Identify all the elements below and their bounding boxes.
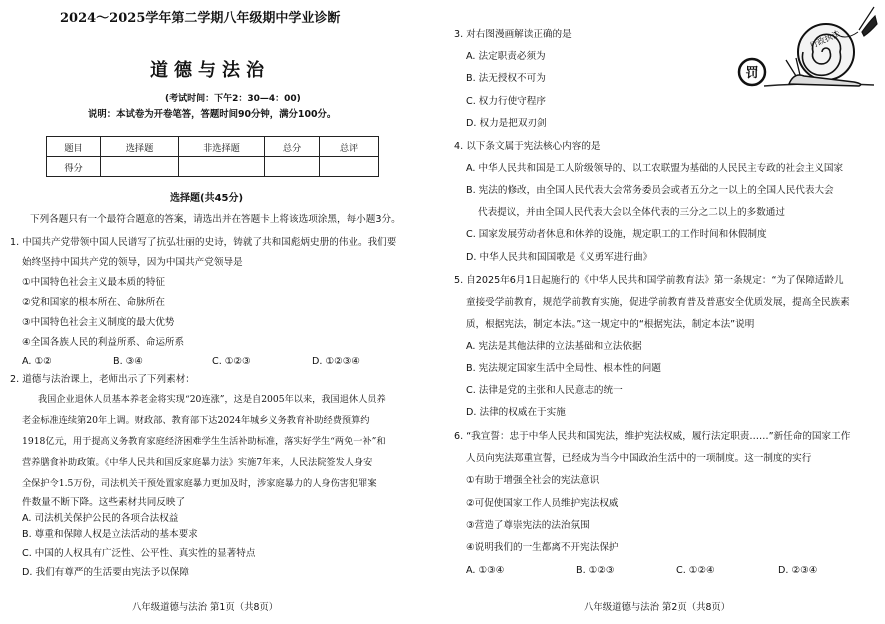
exam-time-note: (考试时间：下午2：30—4：00) [165,94,301,104]
page-2-footer: 八年级道德与法治 第2页（共8页） [584,602,731,613]
q1-option-b[interactable]: B. ③④ [113,356,143,367]
q2-option-b[interactable]: B. 尊重和保障人权是立法活动的基本要求 [22,529,198,540]
q3-option-d[interactable]: D. 权力是把双刃剑 [466,118,547,129]
q1-option-c[interactable]: C. ①②③ [212,356,251,367]
q6-option-d[interactable]: D. ②③④ [778,565,818,576]
cartoon-sign-text: 罚 [745,66,759,81]
q1-item: ②党和国家的根本所在、命脉所在 [22,297,165,308]
page-1 [0,0,440,624]
q3-option-c[interactable]: C. 权力行使守程序 [466,96,546,107]
q2-material-line: 件数量不断下降。这些素材共同反映了 [22,497,186,508]
q5-option-b[interactable]: B. 宪法规定国家生活中全局性、根本性的问题 [466,363,661,374]
q2-option-d[interactable]: D. 我们有尊严的生活要由宪法予以保障 [22,567,189,578]
score-cell-total[interactable] [265,157,320,177]
page-2 [444,0,885,624]
q4-option-b[interactable]: B. 宪法的修改，由全国人民代表大会常务委员会或者五分之一以上的全国人民代表大会 [466,185,834,196]
q6-item: ①有助于增强全社会的宪法意识 [466,475,600,486]
q1-option-d[interactable]: D. ①②③④ [312,356,360,367]
score-table-header-cell: 题目 [47,137,101,157]
q2-material-line: 营养膳食补助政策。《中华人民共和国反家庭暴力法》实施7年来，人民法院签发人身安 [22,457,373,468]
q6-option-b[interactable]: B. ①②③ [576,565,615,576]
q3-cartoon [734,2,879,94]
score-table-header-cell: 选择题 [101,137,179,157]
q4-option-a[interactable]: A. 中华人民共和国是工人阶级领导的、以工农联盟为基础的人民民主专政的社会主义国家 [466,163,844,174]
q6-stem-line2: 人员向宪法郑重宣誓，已经成为当今中国政治生活中的一项制度。这一制度的实行 [466,453,812,464]
score-table-row-label: 得分 [47,157,101,177]
q6-option-a[interactable]: A. ①③④ [466,565,505,576]
q2-material-line: 老金标准连续第20年上调。财政部、教育部下达2024年城乡义务教育补助经费预算约 [22,415,370,426]
score-cell-nonchoice[interactable] [179,157,265,177]
q5-option-d[interactable]: D. 法律的权威在于实施 [466,407,566,418]
section-title: 选择题(共45分) [170,193,244,204]
q1-stem-line1: 1. 中国共产党带领中国人民谱写了抗弘壮丽的史诗，铸就了共和国彪炳史册的伟业。我们要 [10,237,397,248]
q2-material-line: 全保护令1.5万份，司法机关干预处置家庭暴力更加及时，涉家庭暴力的人身伤害犯罪案 [22,478,377,489]
q4-option-b-cont: 代表提议，并由全国人民代表大会以全体代表的三分之二以上的多数通过 [478,207,785,218]
snail-shell-icon [798,24,854,80]
q5-option-a[interactable]: A. 宪法是其他法律的立法基础和立法依据 [466,341,642,352]
q6-item: ④说明我们的一生都离不开宪法保护 [466,542,619,553]
q2-stem: 2. 道德与法治课上，老师出示了下列素材： [10,374,195,385]
q5-stem-line3: 质，根据宪法，制定本法。”这一规定中的“根据宪法，制定本法”说明 [466,319,755,330]
q4-option-d[interactable]: D. 中华人民共和国国歌是《义勇军进行曲》 [466,252,653,263]
cartoon-caption: 行政执法 [808,28,842,51]
hand-whip-icon [859,7,877,36]
q2-option-a[interactable]: A. 司法机关保护公民的各项合法权益 [22,513,179,524]
q4-option-c[interactable]: C. 国家发展劳动者休息和休养的设施，规定职工的工作时间和休假制度 [466,229,767,240]
q3-option-b[interactable]: B. 法无授权不可为 [466,73,546,84]
score-table-header-cell: 非选择题 [179,137,265,157]
q4-stem: 4. 以下条文属于宪法核心内容的是 [454,141,601,152]
page-1-footer: 八年级道德与法治 第1页（共8页） [132,602,279,613]
q5-stem-line2: 童接受学前教育，规范学前教育实施，促进学前教育普及普惠安全优质发展，提高全民族素 [466,297,850,308]
q3-option-a[interactable]: A. 法定职责必须为 [466,51,546,62]
snail-antenna-icon [786,58,800,76]
q1-stem-line2: 始终坚持中国共产党的领导，因为中国共产党领导是 [22,257,243,268]
q1-item: ③中国特色社会主义制度的最大优势 [22,317,175,328]
q5-option-c[interactable]: C. 法律是党的主张和人民意志的统一 [466,385,623,396]
score-cell-review[interactable] [320,157,379,177]
score-cell-choice[interactable] [101,157,179,177]
q2-material-line: 我国企业退休人员基本养老金将实现“20连涨”，这是自2005年以来，我国退休人员养 [38,394,386,405]
q1-item: ①中国特色社会主义最本质的特征 [22,277,165,288]
q1-item: ④全国各族人民的利益所系、命运所系 [22,337,185,348]
score-table-header-cell: 总评 [320,137,379,157]
score-table-header-cell: 总分 [265,137,320,157]
exam-instructions: 说明：本试卷为开卷笔答，答题时间90分钟，满分100分。 [88,109,337,120]
q3-stem: 3. 对右图漫画解读正确的是 [454,29,572,40]
score-table [46,136,379,177]
q1-option-a[interactable]: A. ①② [22,356,52,367]
q2-material-line: 1918亿元，用于提高义务教育家庭经济困难学生生活补助标准，落实好学生“两免一补”和 [22,436,386,447]
q6-option-c[interactable]: C. ①②④ [676,565,715,576]
exam-title: 2024～2025学年第二学期八年级期中学业诊断 [60,11,341,26]
q6-stem-line1: 6. “我宣誓：忠于中华人民共和国宪法，维护宪法权威，履行法定职责……”新任命的国家工作 [454,431,851,442]
subject-title: 道德与法治 [150,60,270,81]
q5-stem-line1: 5. 自2025年6月1日起施行的《中华人民共和国学前教育法》第一条规定：“为了保障适龄儿 [454,275,844,286]
q2-option-c[interactable]: C. 中国的人权具有广泛性、公平性、真实性的显著特点 [22,548,256,559]
section-instruction: 下列各题只有一个最符合题意的答案，请选出并在答题卡上将该选项涂黑，每小题3分。 [30,214,401,225]
q6-item: ②可促使国家工作人员维护宪法权威 [466,498,619,509]
q6-item: ③营造了尊崇宪法的法治氛围 [466,520,590,531]
